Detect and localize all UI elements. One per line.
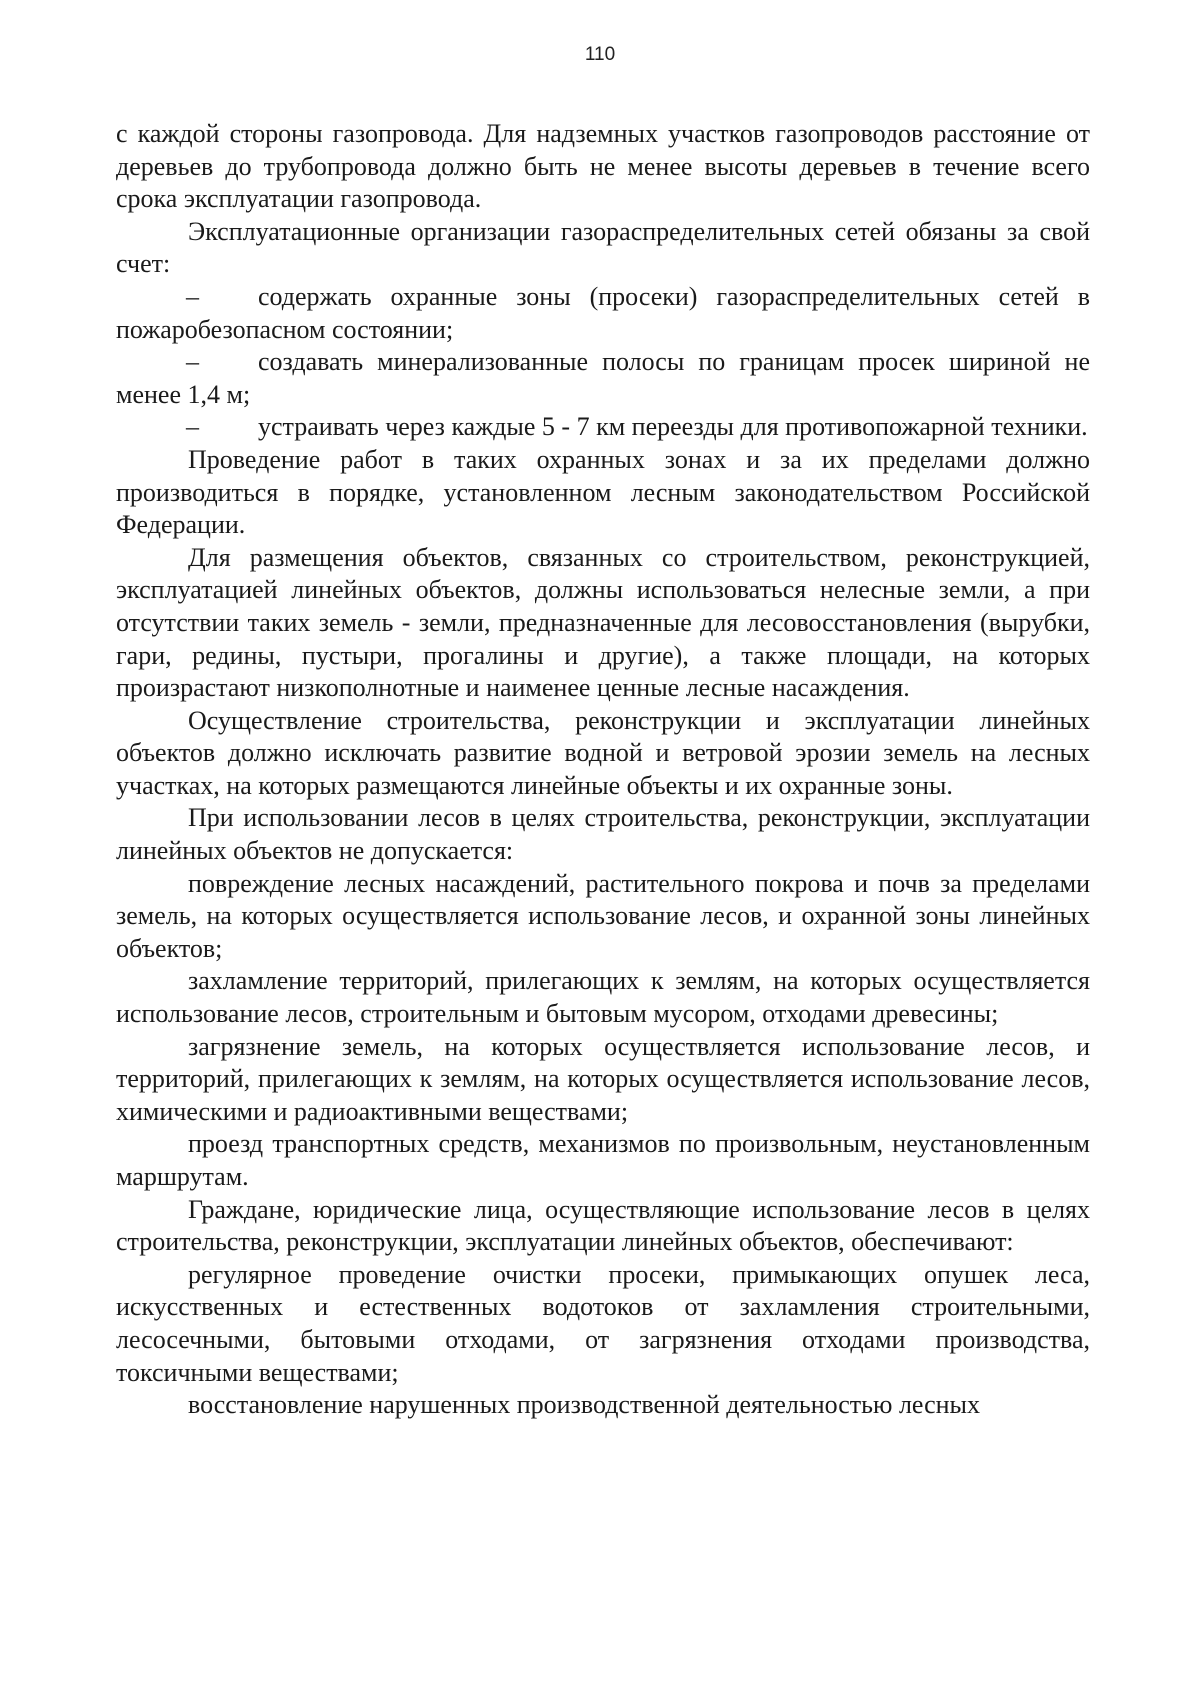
list-item	[116, 346, 1090, 411]
paragraph: загрязнение земель, на которых осуществляется использование лесов, и территорий, прилегающих к землям, на которых осуществляется использование лесов, химическими и радиоактивными веществами;	[116, 1031, 1090, 1126]
document-body	[116, 118, 1090, 1422]
paragraph-continuation: с каждой стороны газопровода. Для надземных участков газопроводов расстояние от деревьев до трубопровода должно быть не менее высоты деревьев в течение всего срока эксплуатации газопровода.	[116, 119, 1090, 214]
paragraph: захламление территорий, прилегающих к землям, на которых осуществляется использование лесов, строительным и бытовым мусором, отходами древесины;	[116, 966, 1090, 1029]
paragraph: Граждане, юридические лица, осуществляющие использование лесов в целях строительства, реконструкции, эксплуатации линейных объектов, обеспечивают:	[116, 1194, 1090, 1257]
paragraph: повреждение лесных насаждений, растительного покрова и почв за пределами земель, на которых осуществляется использование лесов, и охранной зоны линейных объектов;	[116, 868, 1090, 963]
paragraph: При использовании лесов в целях строительства, реконструкции, эксплуатации линейных объектов не допускается:	[116, 803, 1090, 866]
paragraph: Проведение работ в таких охранных зонах и за их пределами должно производиться в порядке, установленном лесным законодательством Российской Федерации.	[116, 444, 1090, 540]
paragraph: проезд транспортных средств, механизмов по произвольным, неустановленным маршрутам.	[116, 1129, 1090, 1191]
paragraph: Осуществление строительства, реконструкции и эксплуатации линейных объектов должно исключать развитие водной и ветровой эрозии земель на лесных участках, на которых размещаются линейные объекты и их охранные зоны.	[116, 705, 1090, 800]
paragraph-truncated: восстановление нарушенных производственной деятельностью лесных	[188, 1390, 981, 1420]
paragraph: Для размещения объектов, связанных со строительством, реконструкцией, эксплуатацией линейных объектов, должны использоваться нелесные земли, а при отсутствии таких земель - земли, предназначенные для лесовосстановления (вырубки, гари, редины, пустыри, прогалины и другие), а также площади, на которых произрастают низкополнотные и наименее ценные лесные насаждения.	[116, 542, 1090, 703]
page-number: 110	[584, 44, 616, 65]
list-item-text: устраивать через каждые 5 - 7 км переезды для противопожарной техники.	[258, 412, 1088, 442]
list-item-text: создавать минерализованные полосы по границам просек шириной не менее 1,4 м;	[116, 347, 1090, 409]
paragraph: Эксплуатационные организации газораспределительных сетей обязаны за свой счет:	[116, 216, 1090, 279]
list-item	[116, 411, 1090, 444]
dash-marker: –	[186, 281, 199, 311]
list-item	[116, 281, 1090, 346]
dash-marker: –	[186, 412, 199, 442]
dash-marker: –	[186, 347, 199, 377]
list-item-text: содержать охранные зоны (просеки) газораспределительных сетей в пожаробезопасном состоянии;	[116, 281, 1090, 344]
paragraph: регулярное проведение очистки просеки, примыкающих опушек леса, искусственных и естественных водотоков от захламления строительными, лесосечными, бытовыми отходами, от загрязнения отходами производства, токсичными веществами;	[116, 1259, 1090, 1387]
